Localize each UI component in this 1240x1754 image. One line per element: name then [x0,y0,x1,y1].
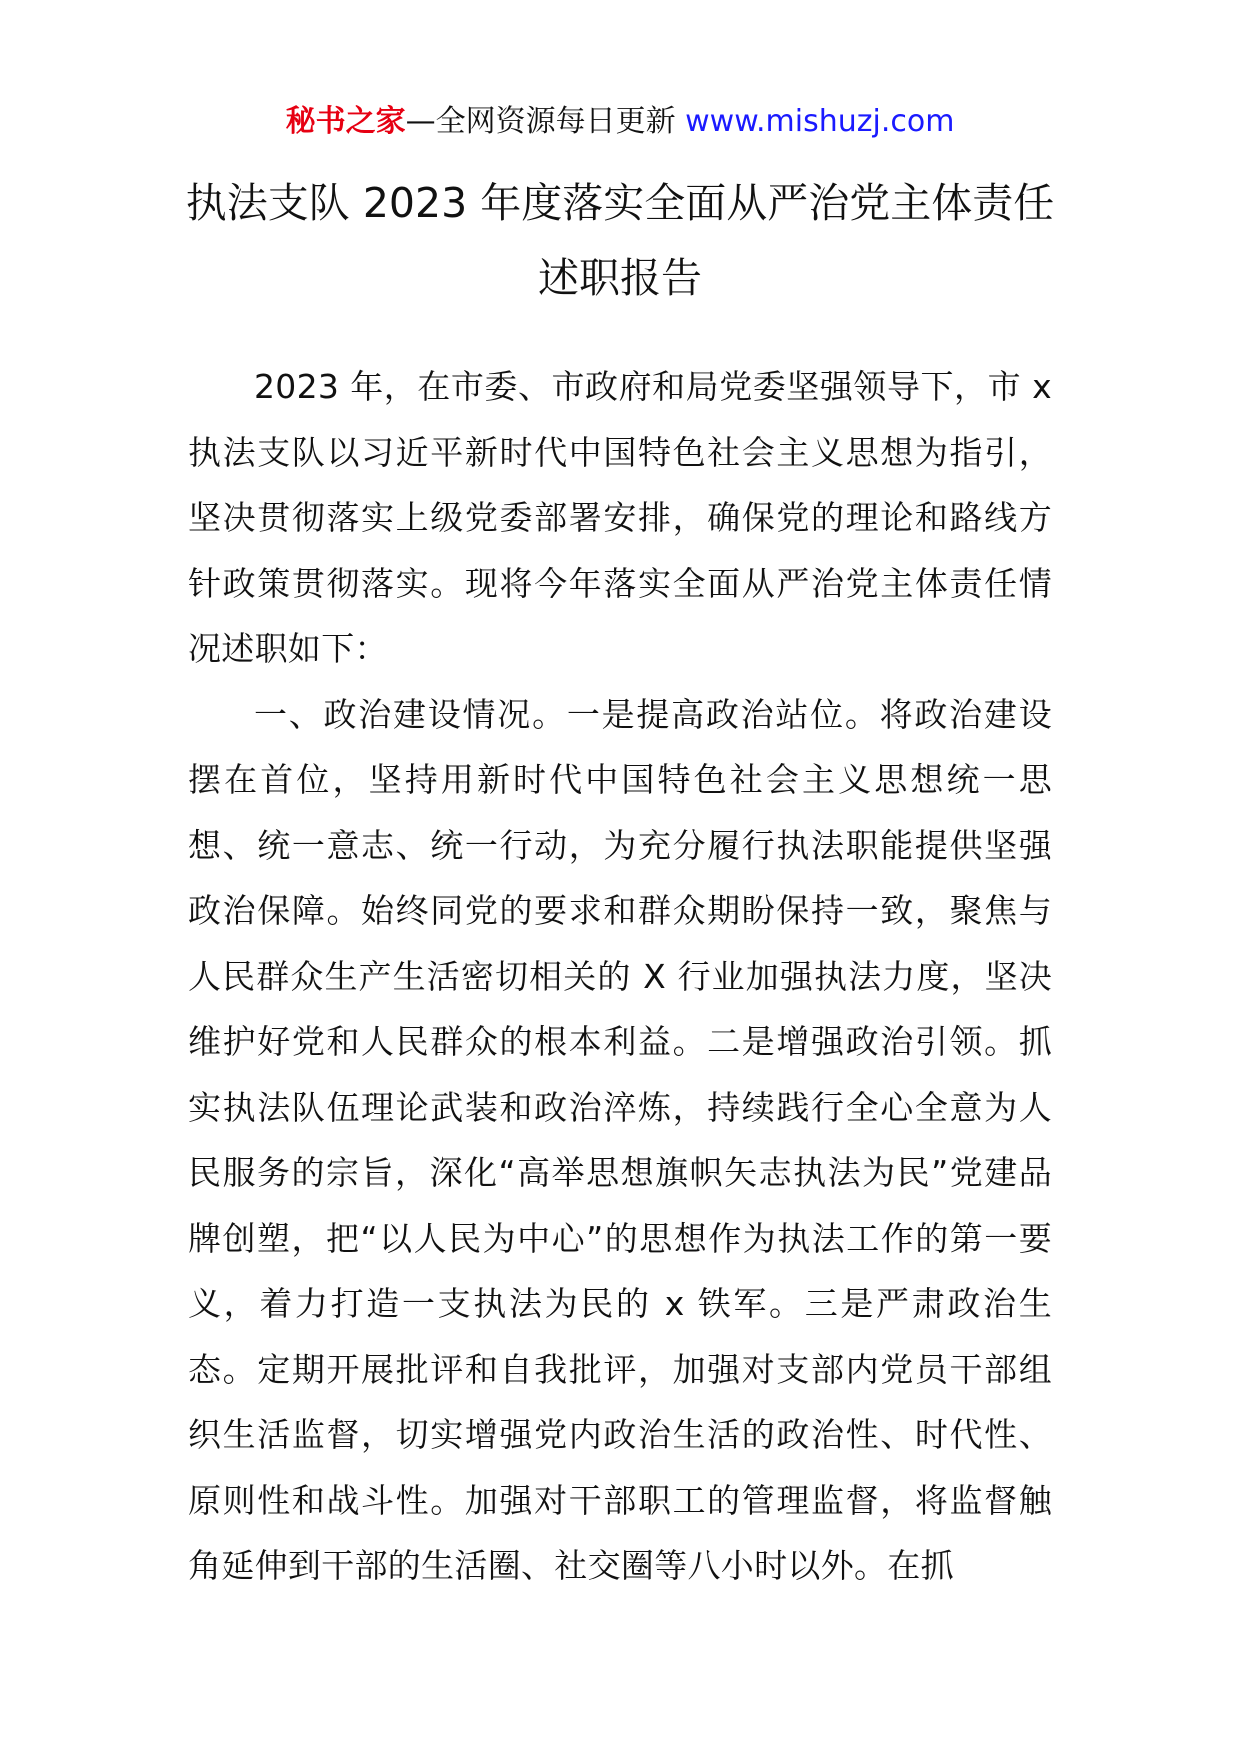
brand-slogan: —全网资源每日更新 [405,104,686,139]
site-url: www.mishuzj.com [685,104,955,139]
paragraph-political-construction: 一、政治建设情况。一是提高政治站位。将政治建设摆在首位，坚持用新时代中国特色社会主义思想统一思想、统一意志、统一行动，为充分履行执法职能提供坚强政治保障。始终同党的要求和群众期盼保持一致，聚焦与人民群众生产生活密切相关的 X 行业加强执法力度，坚决维护好党和人民群众的根本利益。二是增强政治引领。抓实执法队伍理论武装和政治淬炼，持续践行全心全意为人民服务的宗旨，深化“高举思想旗帜矢志执法为民”党建品牌创塑，把“以人民为中心”的思想作为执法工作的第一要义，着力打造一支执法为民的 x 铁军。三是严肃政治生态。定期开展批评和自我批评，加强对支部内党员干部组织生活监督，切实增强党内政治生活的政治性、时代性、原则性和战斗性。加强对干部职工的管理监督，将监督触角延伸到干部的生活圈、社交圈等八小时以外。在抓 [188,694,1052,1585]
paragraph-intro: 2023 年，在市委、市政府和局党委坚强领导下，市 x 执法支队以习近平新时代中国特色社会主义思想为指引，坚决贯彻落实上级党委部署安排，确保党的理论和路线方针政策贯彻落实。现将今年落实全面从严治党主体责任情况述职如下： [188,367,1052,668]
document-body [188,354,1052,1599]
document-title-line-1: 执法支队 2023 年度落实全面从严治党主体责任 [185,179,1055,227]
watermark-header [0,100,1240,144]
document-title-line-2: 述职报告 [538,254,702,302]
document-title [150,166,1090,316]
brand-name: 秘书之家 [285,104,406,139]
